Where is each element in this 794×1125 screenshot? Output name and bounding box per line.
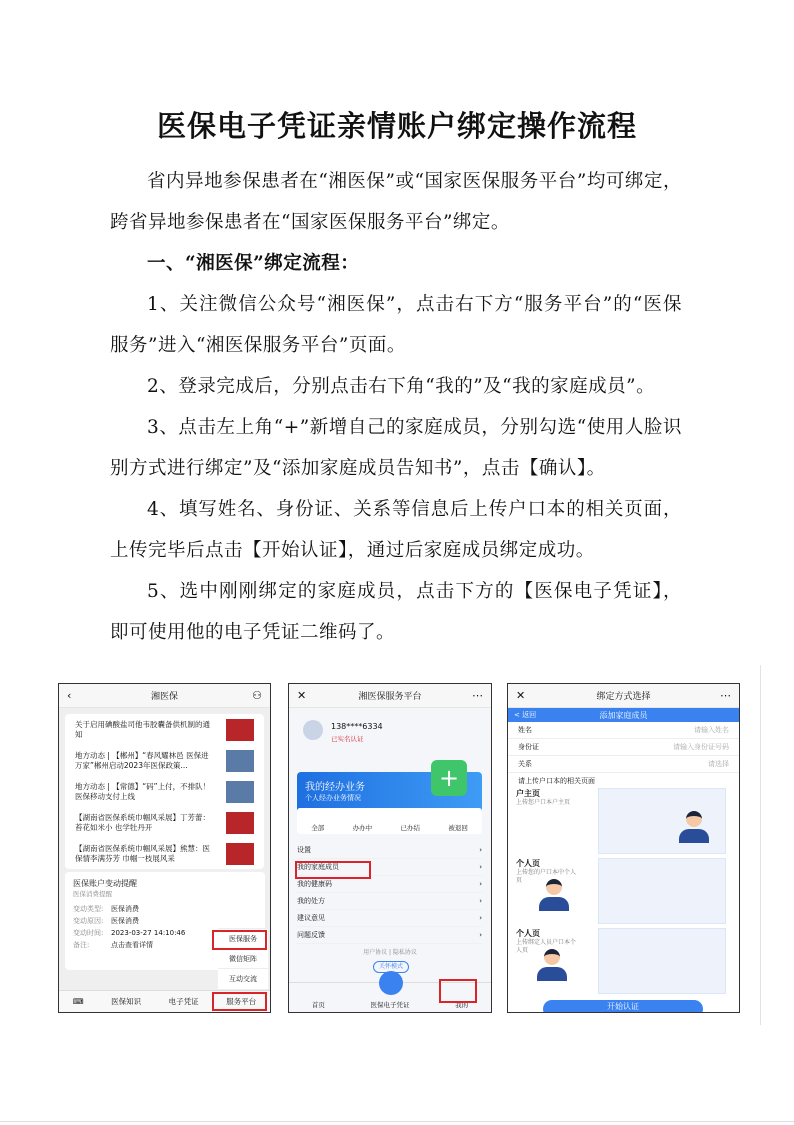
id-field[interactable]: 身份证 请输入身份证号码 (508, 739, 739, 756)
notice-card[interactable]: 医保账户变动提醒 医保消费提醒 变动类型: 医保消费 变动原因: 医保消费 变动时间: 2023-03-27 14:10:46 备注: 点击查看详情 (65, 872, 265, 970)
close-icon[interactable]: ✕ (297, 689, 307, 702)
tab-home[interactable]: 首页 (311, 1001, 325, 1009)
business-icons (297, 808, 482, 834)
highlight-box (439, 979, 477, 1003)
keyboard-icon[interactable]: ⌨ (72, 997, 84, 1006)
phone-number: 138****6334 (331, 722, 383, 731)
avatar (303, 720, 323, 740)
platform-title: 湘医保服务平台 (358, 692, 422, 702)
verified-badge: 已实名认证 (331, 735, 364, 743)
account-title: 湘医保 (150, 692, 178, 702)
top-bar (508, 684, 739, 708)
step-5: 5、选中刚刚绑定的家庭成员，点击下方的【医保电子凭证】，即可使用他的电子凭证二维码了。 (110, 581, 682, 643)
upload-section[interactable]: 户主页 上传您户口本户主页 (516, 788, 726, 854)
menu-interaction[interactable]: 互动交流 (218, 968, 268, 989)
relation-select[interactable]: 关系 请选择 (508, 756, 739, 773)
list-item[interactable]: 地方动态 | 【常德】“码”上付，不排队！医保移动支付上线 (65, 776, 264, 807)
user-icon[interactable]: ⚇ (252, 689, 262, 702)
screenshot-bind-method (507, 683, 740, 1013)
highlight-box (295, 861, 371, 879)
sub-header (508, 708, 739, 722)
footer-links[interactable]: 用户协议 | 隐私协议 (363, 949, 417, 956)
tab-service-platform[interactable]: 服务平台 (226, 997, 257, 1006)
list-item[interactable]: 关于启用碘酸盐司他韦胶囊备供机制的通知 (65, 714, 264, 745)
card-title: 医保账户变动提醒 (73, 879, 137, 888)
name-field[interactable]: 姓名 请输入姓名 (508, 722, 739, 739)
icon-done[interactable]: 已办结 (400, 824, 420, 832)
highlight-box (212, 930, 267, 950)
menu-wechat-matrix[interactable]: 微信矩阵 (218, 948, 268, 969)
menu-medical-service[interactable]: 医保服务 (218, 928, 268, 949)
sub-title: 添加家庭成员 (599, 710, 648, 720)
page-title: 医保电子凭证亲情账户绑定操作流程 (156, 109, 637, 143)
menu-list (297, 842, 482, 944)
top-bar (59, 684, 270, 708)
icon-returned[interactable]: 被退回 (448, 824, 468, 832)
list-item-prescription[interactable]: 我的处方 › (297, 893, 482, 910)
back-icon[interactable]: ‹ (67, 689, 72, 702)
back-button[interactable]: < 返回 (514, 711, 537, 719)
list-item-feedback[interactable]: 问题反馈 › (297, 927, 482, 944)
screenshot-service-platform (288, 683, 492, 1013)
step-4: 4、填写姓名、身份证、关系等信息后上传户口本的相关页面，上传完毕后点击【开始认证】，通过后家庭成员绑定成功。 (110, 499, 682, 561)
tab-voucher[interactable]: 电子凭证 (168, 997, 199, 1006)
upload-section[interactable]: 个人页 上传您的户口本中个人页 (516, 858, 726, 924)
tab-e-voucher[interactable]: 医保电子凭证 (370, 1001, 410, 1009)
care-mode-button[interactable]: 关怀模式 (373, 961, 409, 973)
qr-icon[interactable] (379, 971, 403, 995)
screenshot-wechat-account (58, 683, 271, 1013)
highlight-box (212, 992, 267, 1011)
divider (760, 665, 761, 1025)
tab-knowledge[interactable]: 医保知识 (111, 997, 142, 1006)
list-item-family[interactable]: 我的家庭成员 › (297, 859, 482, 876)
close-icon[interactable]: ✕ (516, 689, 526, 702)
intro-paragraph: 省内异地参保患者在“湘医保”或“国家医保服务平台”均可绑定，跨省异地参保患者在“国家医保服务平台”绑定。 (110, 171, 682, 233)
list-item[interactable]: 地方动态 | 【郴州】“春风耀林邑 医保进万家”郴州启动2023年医保政策... (65, 745, 264, 776)
list-item[interactable]: 【湖南省医保系统巾帼风采展】熊慧：医保情李满芬芳 巾帼一枝展风采 (65, 838, 264, 869)
card-subtitle: 医保消费提醒 (73, 890, 112, 898)
more-icon[interactable]: ⋯ (720, 689, 731, 702)
icon-all[interactable]: 全部 (311, 824, 325, 832)
step-3: 3、点击左上角“+”新增自己的家庭成员，分别勾选“使用人脸识别方式进行绑定”及“添加家庭成员告知书”，点击【确认】。 (110, 417, 682, 479)
list-item-suggestion[interactable]: 建议意见 › (297, 910, 482, 927)
step-1: 1、关注微信公众号“湘医保”，点击右下方“服务平台”的“医保服务”进入“湘医保服务平台”页面。 (110, 294, 682, 356)
tab-mine[interactable]: 我的 (455, 1001, 469, 1009)
more-icon[interactable]: ⋯ (472, 689, 483, 702)
start-auth-button[interactable]: 开始认证 (543, 1000, 703, 1013)
upload-section[interactable]: 个人页 上传绑定人员户口本个人页 (516, 928, 726, 994)
icon-processing[interactable]: 办办中 (352, 824, 373, 832)
bind-title: 绑定方式选择 (596, 692, 651, 702)
step-2: 2、登录完成后，分别点击右下角“我的”及“我的家庭成员”。 (147, 376, 656, 397)
upload-hint: 请上传户口本的相关页面 (518, 777, 595, 785)
list-item[interactable]: 【湖南省医保系统巾帼风采展】丁芳蕾：苔花如米小 也学牡丹开 (65, 807, 264, 838)
top-bar (289, 684, 491, 708)
list-item-health-code[interactable]: 我的健康码 › (297, 876, 482, 893)
news-list (65, 714, 264, 869)
business-banner[interactable]: 我的经办业务 个人经办业务情况 (297, 772, 482, 820)
section-heading: 一、“湘医保”绑定流程： (147, 253, 360, 274)
list-item-settings[interactable]: 设置 › (297, 842, 482, 859)
divider (0, 1121, 794, 1122)
shield-icon: + (431, 760, 467, 796)
